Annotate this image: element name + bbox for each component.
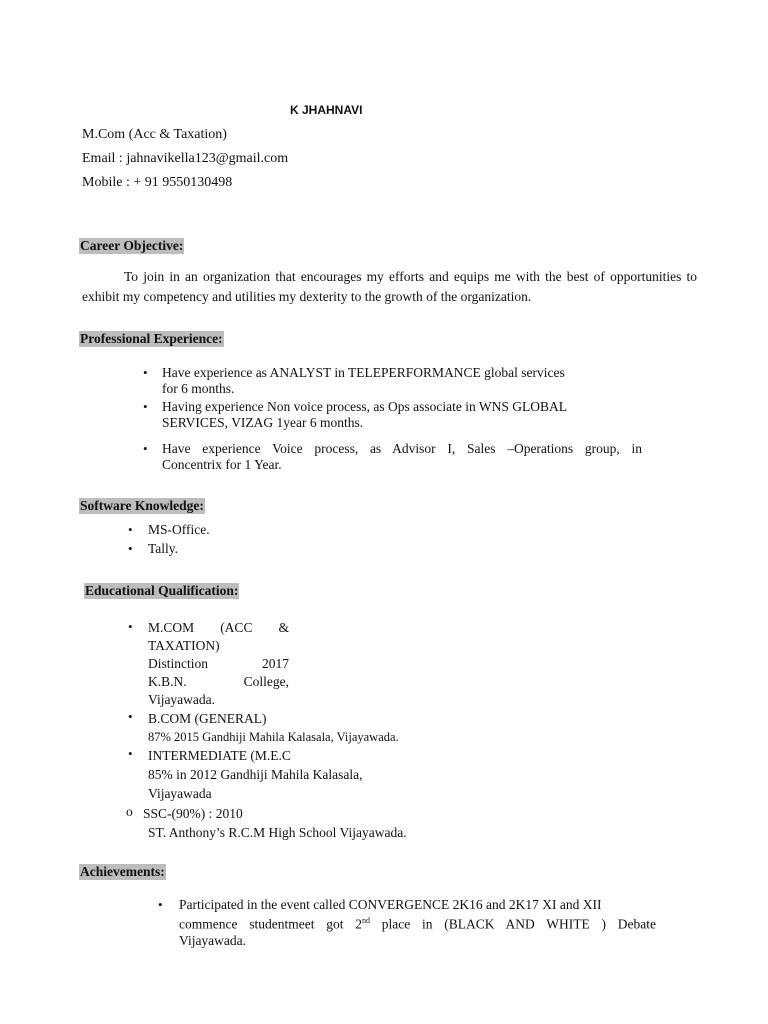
education-bullet-bcom: • [128,709,133,724]
achievement-line-2-start: commence studentmeet got 2 [179,916,362,932]
achievement-item [179,897,656,949]
software-bullet-1: • [128,522,133,537]
education-item-intermediate [148,746,362,803]
mcom-line-5: Vijayawada. [148,692,216,707]
experience-item-1-line-2: for 6 months. [162,381,235,396]
education-marker-ssc: o [126,804,133,819]
experience-bullet-3: • [143,441,148,456]
career-objective-heading: Career Objective: [80,238,184,253]
software-knowledge-heading: Software Knowledge: [80,498,204,513]
ssc-line-1: SSC-(90%) : 2010 [143,806,243,821]
bcom-line-2: 87% 2015 Gandhiji Mahila Kalasala, Vijayawada. [148,730,399,744]
software-bullet-2: • [128,541,133,556]
experience-item-3 [162,441,642,473]
experience-item-2 [162,399,628,431]
experience-item-1 [162,365,623,397]
education-item-bcom [148,709,399,747]
education-bullet-inter: • [128,746,133,761]
experience-item-2-line-2: SERVICES, VIZAG 1year 6 months. [162,415,364,430]
software-item-ms-office: MS-Office. [148,522,210,537]
achievement-line-2 [179,913,656,933]
professional-experience-heading: Professional Experience: [80,331,223,346]
career-objective-body: To join in an organization that encourages my efforts and equips me with the best of opportunities to exhibit my competency and utilities my dexterity to the growth of the organization. [82,269,697,304]
achievement-ordinal-suffix: nd [362,916,370,925]
experience-bullet-2: • [143,399,148,414]
achievement-line-1: Participated in the event called CONVERGENCE 2K16 and 2K17 XI and XII [179,897,602,912]
achievements-heading: Achievements: [80,864,165,879]
intermediate-line-3: Vijayawada [148,786,212,801]
candidate-name: K JHAHNAVI [290,103,363,117]
mcom-line-1: M.COM (ACC & [148,620,289,635]
career-objective-text [82,267,697,307]
mcom-line-4: K.B.N. College, [148,674,289,689]
mcom-line-3: Distinction 2017 [148,656,289,671]
education-item-mcom [148,619,289,709]
educational-qualification-heading: Educational Qualification: [85,583,239,598]
mobile-line: Mobile : + 91 9550130498 [82,175,233,190]
email-line: Email : jahnavikella123@gmail.com [82,151,289,166]
achievement-line-3: Vijayawada. [179,932,247,948]
experience-item-1-line-1: Have experience as ANALYST in TELEPERFORMANCE global services [162,365,565,380]
education-item-ssc [143,804,407,842]
achievement-bullet: • [158,897,163,912]
intermediate-line-1: INTERMEDIATE (M.E.C [148,748,291,763]
qualification-line: M.Com (Acc & Taxation) [82,127,227,142]
software-item-tally: Tally. [148,541,179,556]
mcom-line-2: TAXATION) [148,638,220,653]
education-bullet-mcom: • [128,619,133,634]
intermediate-line-2: 85% in 2012 Gandhiji Mahila Kalasala, [148,767,363,782]
achievement-line-2-end: place in (BLACK AND WHITE ) Debate [381,916,657,932]
bcom-line-1: B.COM (GENERAL) [148,711,267,726]
experience-item-3-line-2: Concentrix for 1 Year. [162,457,282,472]
experience-item-2-line-1: Having experience Non voice process, as Ops associate in WNS GLOBAL [162,399,568,414]
experience-bullet-1: • [143,365,148,380]
ssc-line-2: ST. Anthony’s R.C.M High School Vijayawada. [148,825,407,840]
experience-item-3-line-1: Have experience Voice process, as Advisor I, Sales –Operations group, in [162,441,642,456]
